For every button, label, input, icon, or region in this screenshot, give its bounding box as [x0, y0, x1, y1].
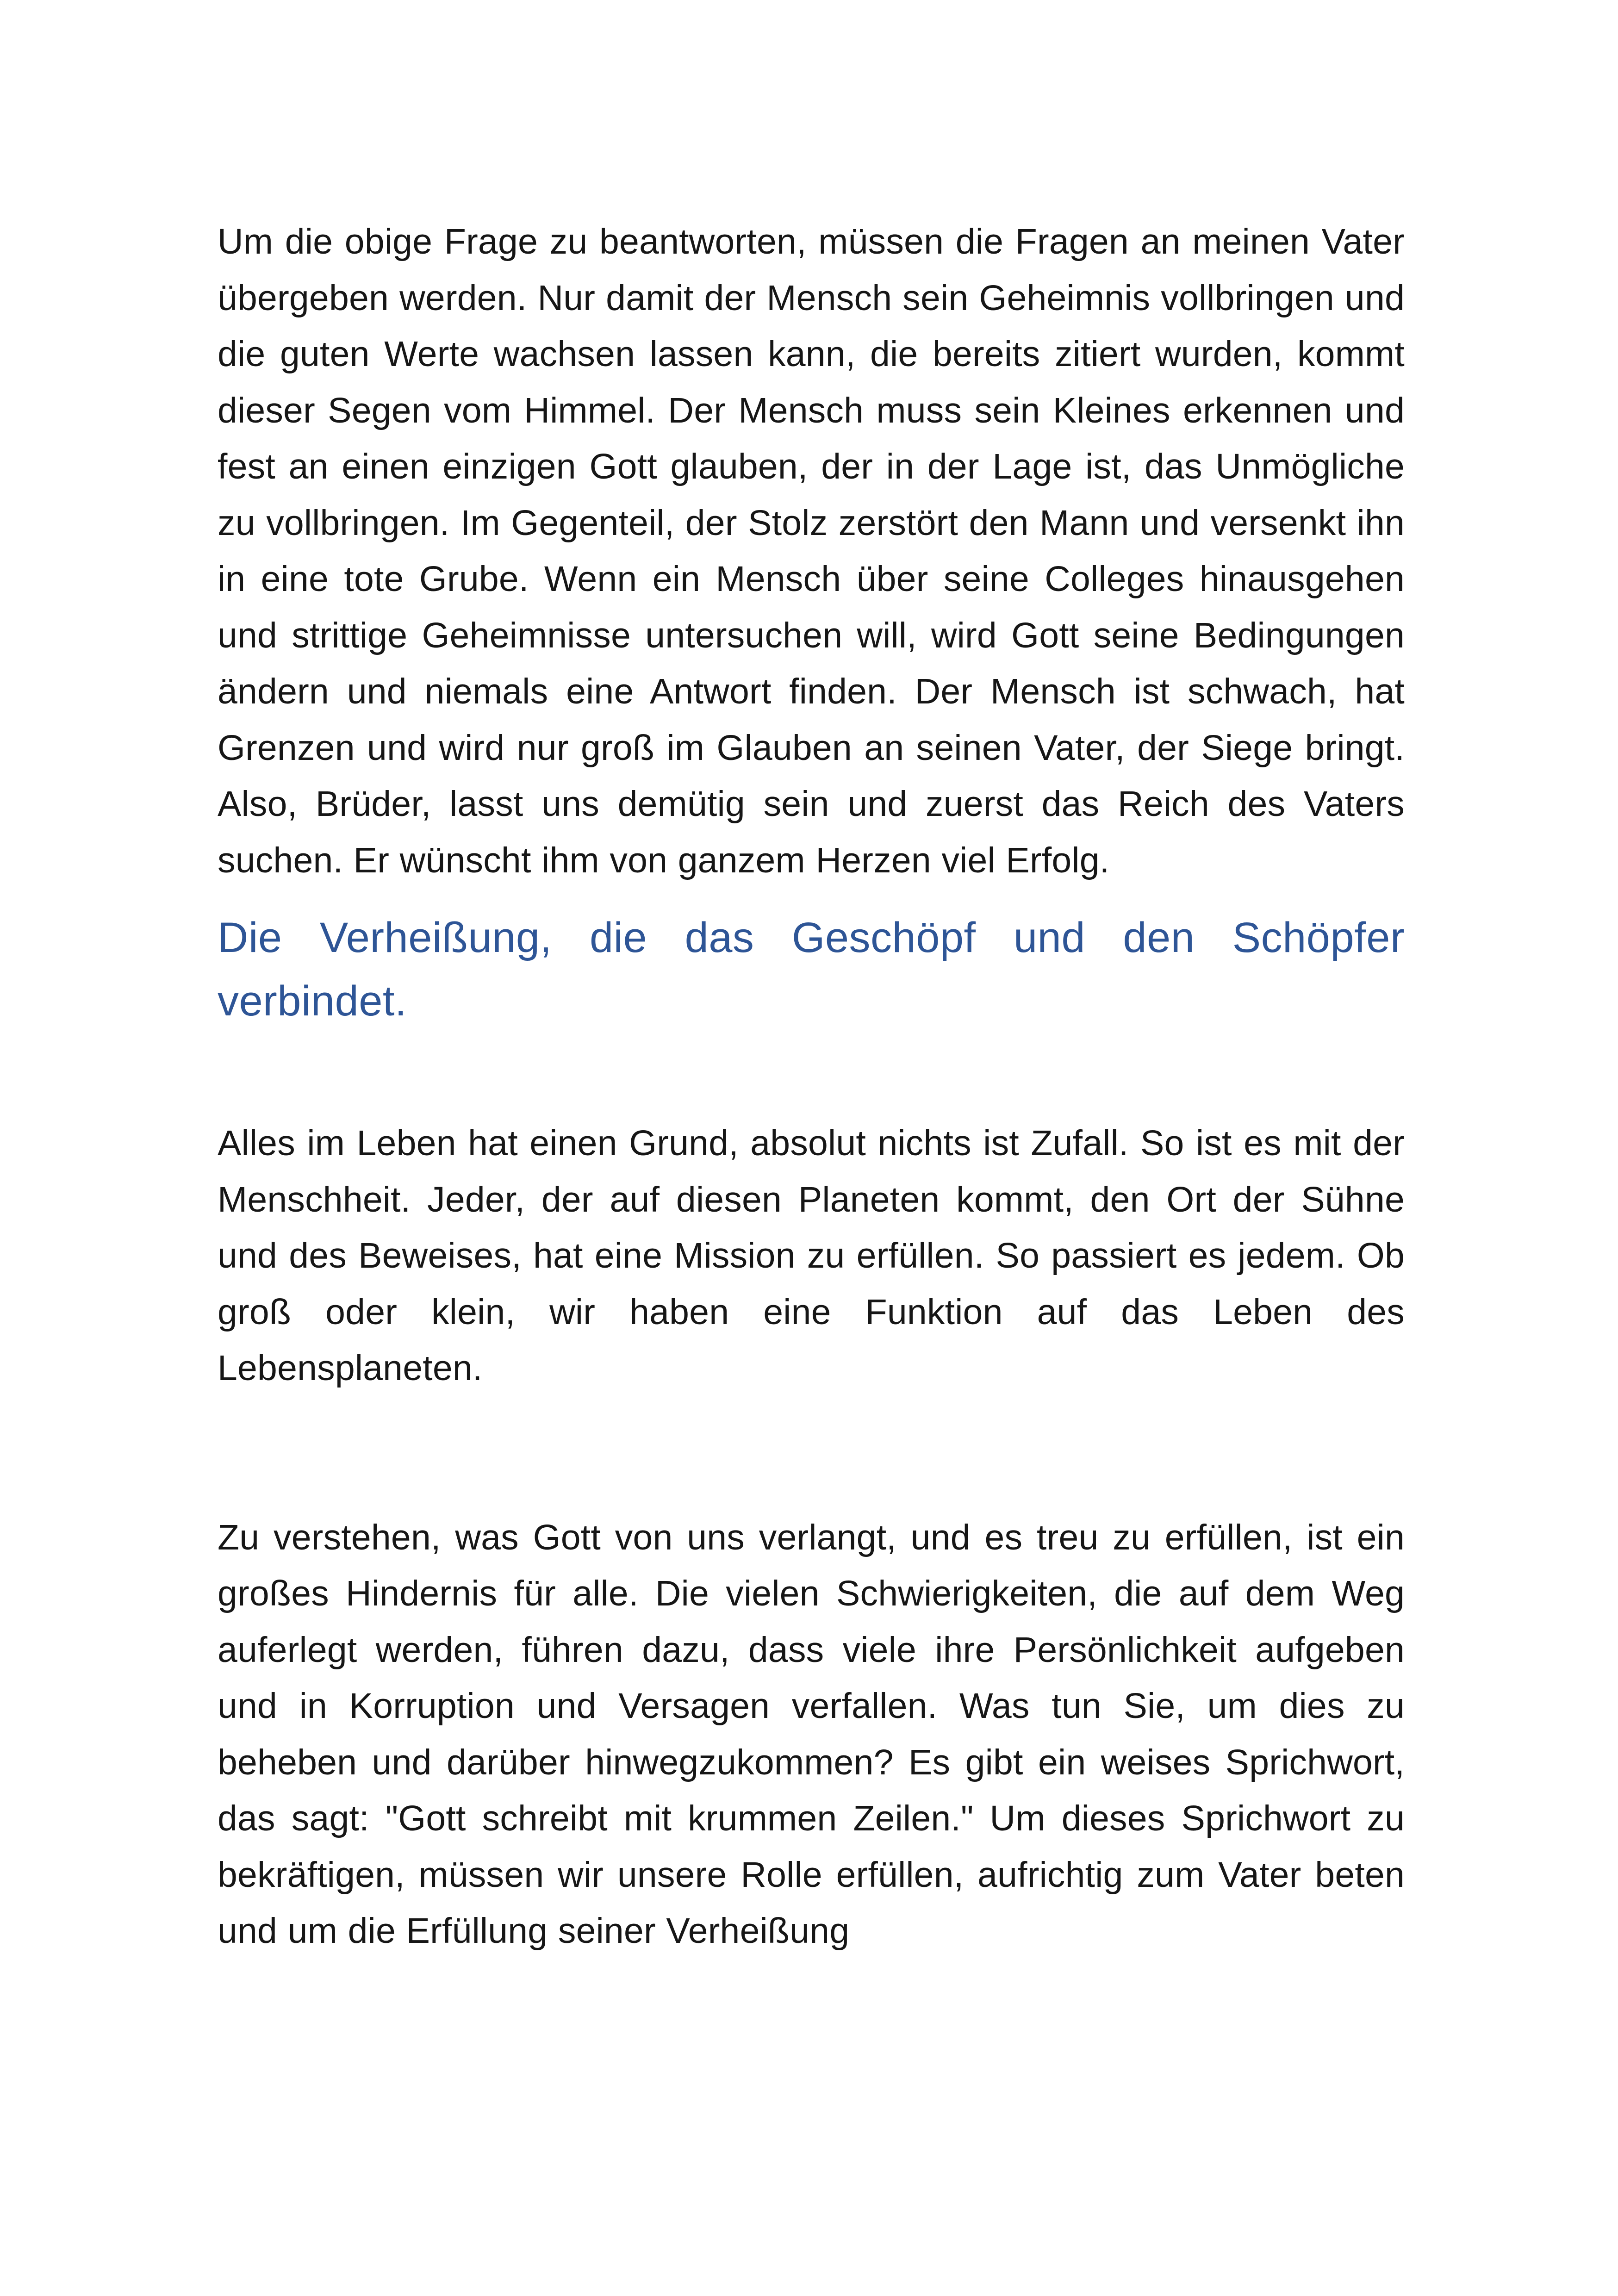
body-paragraph: Um die obige Frage zu beantworten, müssen die Fragen an meinen Vater übergeben werden. Nur damit der Mensch sein Geheimnis vollbringen und die guten Werte wachsen lassen kann, die bereits zitiert wurden, kommt dieser Segen vom Himmel. Der Mensch muss sein Kleines erkennen und fest an einen einzigen Gott glauben, der in der Lage ist, das Unmögliche zu vollbringen. Im Gegenteil, der Stolz zerstört den Mann und versenkt ihn in eine tote Grube. Wenn ein Mensch über seine Colleges hinausgehen und strittige Geheimnisse untersuchen will, wird Gott seine Bedingungen ändern und niemals eine Antwort finden. Der Mensch ist schwach, hat Grenzen und wird nur groß im Glauben an seinen Vater, der Siege bringt. Also, Brüder, lasst uns demütig sein und zuerst das Reich des Vaters suchen. Er wünscht ihm von ganzem Herzen viel Erfolg.: [218, 222, 1405, 880]
page-content: [218, 214, 1405, 1960]
section-heading: Die Verheißung, die das Geschöpf und den Schöpfer verbindet.: [218, 914, 1405, 1025]
body-paragraph: Alles im Leben hat einen Grund, absolut nichts ist Zufall. So ist es mit der Menschheit. Jeder, der auf diesen Planeten kommt, den Ort der Sühne und des Beweises, hat eine Mission zu erfüllen. So passiert es jedem. Ob groß oder klein, wir haben eine Funktion auf das Leben des Lebensplaneten.: [218, 1123, 1405, 1388]
body-paragraph: Zu verstehen, was Gott von uns verlangt, und es treu zu erfüllen, ist ein großes Hindernis für alle. Die vielen Schwierigkeiten, die auf dem Weg auferlegt werden, führen dazu, dass viele ihre Persönlichkeit aufgeben und in Korruption und Versagen verfallen. Was tun Sie, um dies zu beheben und darüber hinwegzukommen? Es gibt ein weises Sprichwort, das sagt: "Gott schreibt mit krummen Zeilen." Um dieses Sprichwort zu bekräftigen, müssen wir unsere Rolle erfüllen, aufrichtig zum Vater beten und um die Erfüllung seiner Verheißung: [218, 1517, 1405, 1951]
